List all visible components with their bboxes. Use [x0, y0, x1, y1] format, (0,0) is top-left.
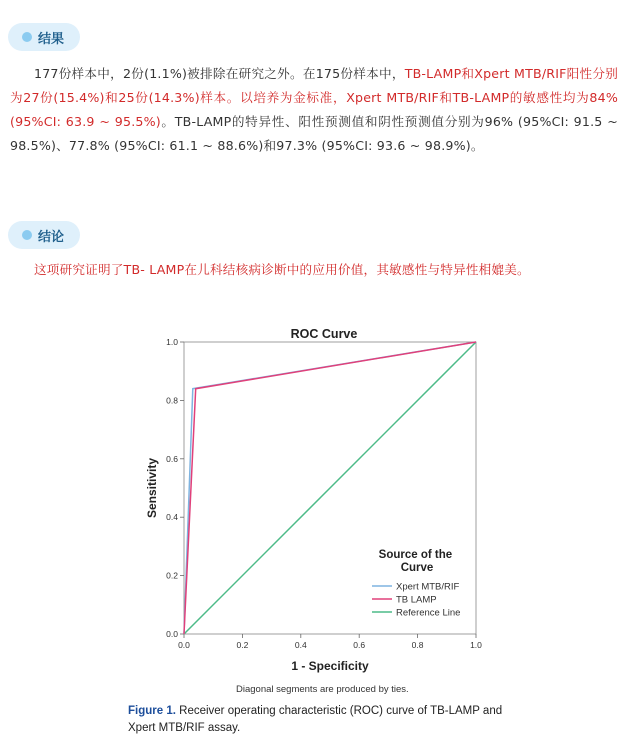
- results-text-2: TB-LAMP和Xpert MTB/RIF阳性分别为27份(15.4%)和25份(14.3%)样本。以培养为金标准，Xpert MTB/RIF和TB-LAMP的敏感性均为84% (95%CI: 63.9 ~ 95.5%): [10, 66, 618, 129]
- y-tick-label: 0.0: [166, 629, 178, 639]
- y-tick-label: 0.2: [166, 570, 178, 581]
- results-title: 结果: [38, 31, 65, 47]
- bullet-dot-icon: [22, 230, 32, 240]
- results-paragraph: [10, 62, 618, 158]
- x-tick-label: 0.4: [294, 640, 307, 650]
- results-header: [8, 22, 80, 52]
- figure-caption: [128, 703, 518, 737]
- legend-title-line-1: Source of the: [378, 549, 453, 561]
- roc-chart: [128, 318, 508, 683]
- x-tick-label: 1.0: [470, 640, 482, 650]
- y-axis-label: Sensitivity: [145, 457, 159, 519]
- legend-item-label: TB LAMP: [396, 594, 437, 606]
- legend-item-label: Reference Line: [396, 607, 461, 619]
- x-tick-label: 0.8: [411, 640, 424, 650]
- x-tick-label: 0.0: [178, 640, 190, 650]
- y-tick-label: 0.4: [166, 512, 178, 523]
- legend-title-line-2: Curve: [400, 562, 434, 574]
- legend-item-label: Xpert MTB/RIF: [396, 581, 460, 593]
- conclusion-header-pill: [8, 221, 80, 249]
- x-tick-label: 0.2: [236, 640, 249, 650]
- legend: [372, 549, 460, 619]
- figure-caption-text: Receiver operating characteristic (ROC) curve of TB-LAMP and Xpert MTB/RIF assay.: [128, 705, 503, 734]
- conclusion-paragraph: 这项研究证明了TB- LAMP在儿科结核病诊断中的应用价值，其敏感性与特异性相媲美。: [34, 262, 530, 277]
- y-tick-label: 1.0: [166, 337, 178, 347]
- y-tick-label: 0.8: [166, 395, 178, 406]
- legend-title: [379, 549, 456, 574]
- conclusion-title: 结论: [38, 229, 65, 245]
- results-header-pill: [8, 23, 80, 51]
- figure-note: Diagonal segments are produced by ties.: [236, 684, 409, 695]
- figure-label: Figure 1.: [128, 705, 176, 717]
- y-tick-label: 0.6: [166, 453, 178, 464]
- x-tick-label: 0.6: [353, 640, 366, 650]
- results-text-1: 177份样本中，2份(1.1%)被排除在研究之外。在175份样本中，: [34, 66, 405, 81]
- conclusion-header: [8, 220, 80, 250]
- results-text-3: 。TB-LAMP的特异性、阳性预测值和阴性预测值分别为96% (95%CI: 91.5 ~ 98.5%)、77.8% (95%CI: 61.1 ~ 88.6%)和97.3% (95%CI: 93.6 ~ 98.9%)。: [10, 114, 618, 153]
- chart-title: ROC Curve: [290, 327, 358, 341]
- bullet-dot-icon: [22, 32, 32, 42]
- x-axis-label: 1 - Specificity: [291, 659, 369, 673]
